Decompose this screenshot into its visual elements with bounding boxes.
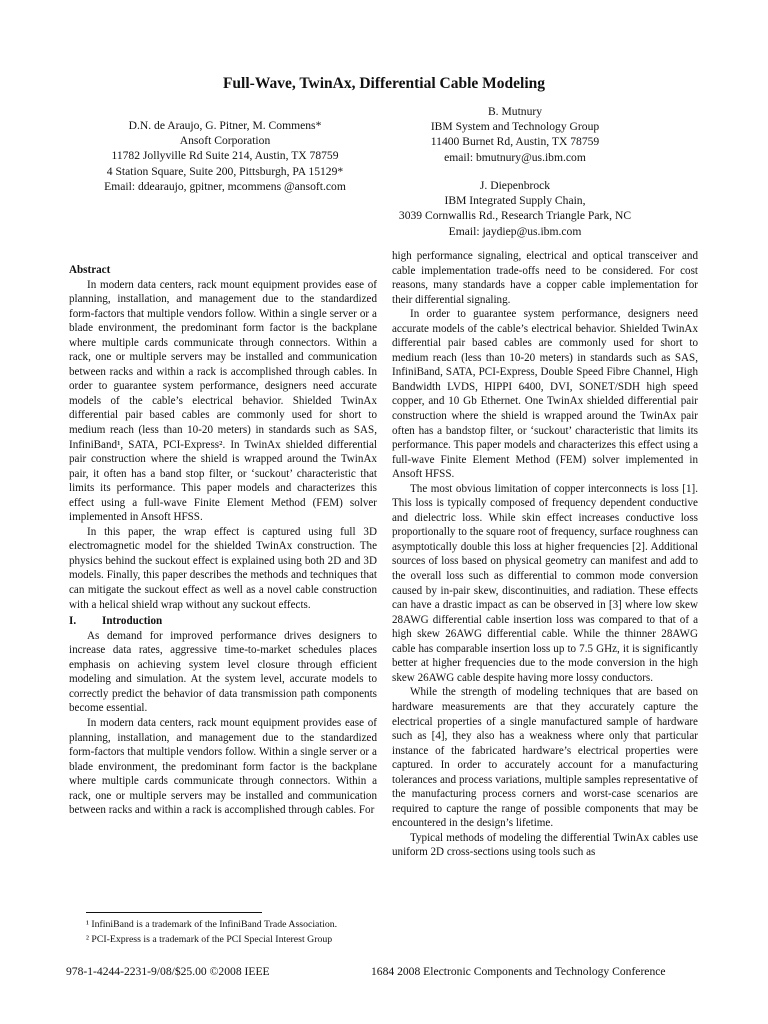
- left-column: [69, 263, 377, 818]
- abstract-heading: Abstract: [69, 264, 111, 276]
- footnote: ² PCI-Express is a trademark of the PCI Special Interest Group: [86, 934, 333, 945]
- author-names: B. Mutnury: [487, 105, 543, 118]
- body-paragraph: In modern data centers, rack mount equipment provides ease of planning, installation, and management due to the standardized form-factors that multiple vendors follow. Within a single server or a blade environment, the predominant form factor is the backplane where multiple cards communicate through connectors. Within a rack, one or multiple servers may be installed and communication between racks and within a rack is accomplished through cables. For: [69, 716, 377, 817]
- paper-title: Full-Wave, TwinAx, Differential Cable Modeling: [222, 75, 546, 92]
- author-email: Email: jaydiep@us.ibm.com: [448, 224, 582, 238]
- footnote: ¹ InfiniBand is a trademark of the InfiniBand Trade Association.: [86, 919, 338, 930]
- author-block-ibm-systems: [370, 104, 660, 165]
- author-affiliation: IBM Integrated Supply Chain,: [444, 194, 586, 208]
- body-paragraph: While the strength of modeling techniques that are based on hardware measurements are that they accurately capture the electrical properties of a single manufactured sample of hardware such as [4], they also has a weakness where only that particular instance of the fabricated hardware’s electrical properties were captured. In order to accurately account for a manufacturing tolerances and process variations, multiple samples representative of the manufacturing process corners and worst-case scenarios are required to capture the range of possible components that may be encountered in the design’s lifetime.: [392, 686, 698, 830]
- author-affiliation: Ansoft Corporation: [179, 134, 271, 148]
- right-column: [392, 249, 698, 860]
- author-email: Email: ddearaujo, gpitner, mcommens @ansoft.com: [104, 179, 346, 193]
- body-paragraph: high performance signaling, electrical and optical transceiver and cable implementation trade-offs need to be considered. For cost reasons, many standards have a copper cable implementation for their differential signaling.: [392, 250, 698, 306]
- body-paragraph: As demand for improved performance drives designers to increase data rates, aggressive time-to-market schedules places emphasis on achieving system level closure through efficient modeling and simulation. At the system level, accurate models to correctly predict the behavior of data transmission path components become essential.: [69, 629, 377, 715]
- author-names: D.N. de Araujo, G. Pitner, M. Commens*: [128, 119, 322, 132]
- body-paragraph: Typical methods of modeling the differential TwinAx cables use uniform 2D cross-sections using tools such as: [392, 831, 698, 859]
- section-title: Introduction: [102, 615, 163, 628]
- footnote-divider: [86, 912, 262, 913]
- author-block-ansoft: [60, 118, 390, 194]
- body-paragraph: The most obvious limitation of copper interconnects is loss [1]. This loss is typically composed of frequency dependent conductive and dielectric loss. While skin effect increases conductive loss proportionally to the square root of frequency, surface roughness can asymptotically double this loss at higher frequencies [2]. Additional sources of loss based on physical geometry can manifest and add to the overall loss such as differential to common mode conversion caused by in-pair skew, discontinuities, and radiation. These effects can have a drastic impact as can be observed in [3] where low skew 28AWG differential cable insertion loss was compared to that of a high skew 26AWG differential cable. While the thinner 28AWG cable has comparable insertion loss up to 7.5 GHz, it is significantly better at higher frequencies due to the mode conversion in the high skew 26AWG cable despite having more lossy conductors.: [392, 482, 698, 684]
- abstract-paragraph: In modern data centers, rack mount equipment provides ease of planning, installation, and management due to the standardized form-factors that multiple vendors follow. Within a single server or a blade environment, the predominant form factor is the backplane where multiple cards communicate through connectors. Within a rack, one or multiple servers may be installed and communication between racks and within a rack is accomplished through cables. In order to guarantee system performance, designers need accurate models of the cable’s electrical behavior. Shielded TwinAx differential pair based cables are commonly used for short to medium reach (less than 10-20 meters) in standards such as SAS, InfiniBand¹, SATA, PCI-Express². In TwinAx shielded differential pair construction where the shield is wrapped around the TwinAx pair, it often has a band stop filter, or ‘suckout’ characteristic that limits its performance. This paper models and characterizes this effect using a full-wave Finite Element Method (FEM) solver implemented in Ansoft HFSS.: [69, 278, 377, 524]
- author-address: 3039 Cornwallis Rd., Research Triangle Park, NC: [398, 209, 632, 223]
- author-block-ibm-supply: [370, 178, 660, 239]
- section-heading: [69, 614, 377, 629]
- author-affiliation: IBM System and Technology Group: [430, 120, 600, 134]
- footer-conference: 1684 2008 Electronic Components and Technology Conference: [371, 965, 666, 978]
- footnotes: [86, 917, 386, 947]
- author-address: 11782 Jollyville Rd Suite 214, Austin, TX 78759: [111, 149, 339, 163]
- footer-copyright: 978-1-4244-2231-9/08/$25.00 ©2008 IEEE: [66, 965, 270, 978]
- abstract-paragraph: In this paper, the wrap effect is captured using full 3D electromagnetic model for the shielded TwinAx construction. The physics behind the suckout effect is explained using both 2D and 3D models. Finally, this paper describes the methods and techniques that can mitigate the suckout effect as well as a novel cable construction with a helical shield wrap without any suckout effects.: [69, 525, 377, 611]
- author-address: 4 Station Square, Suite 200, Pittsburgh, PA 15129*: [106, 164, 344, 178]
- author-email: email: bmutnury@us.ibm.com: [444, 150, 586, 164]
- section-number: I.: [69, 615, 77, 628]
- body-paragraph: In order to guarantee system performance, designers need accurate models of the cable’s electrical behavior. Shielded TwinAx differential pair based cables are commonly used for short to medium reach (less than 10-20 meters) in standards such as SAS, InfiniBand, SATA, PCI-Express, Double Speed Fibre Channel, High Bandwidth LVDS, HIPPI 6400, DVI, SONET/SDH high speed copper, and 10 Gb Ethernet. One TwinAx shielded differential pair construction where the shield is wrapped around the TwinAx pair often has a bandstop filter, or ‘suckout’ characteristic that limits its performance. This paper models and characterizes this effect using a full-wave Finite Element Method (FEM) solver implemented in Ansoft HFSS.: [392, 308, 698, 481]
- author-address: 11400 Burnet Rd, Austin, TX 78759: [430, 135, 600, 149]
- author-names: J. Diepenbrock: [479, 179, 551, 192]
